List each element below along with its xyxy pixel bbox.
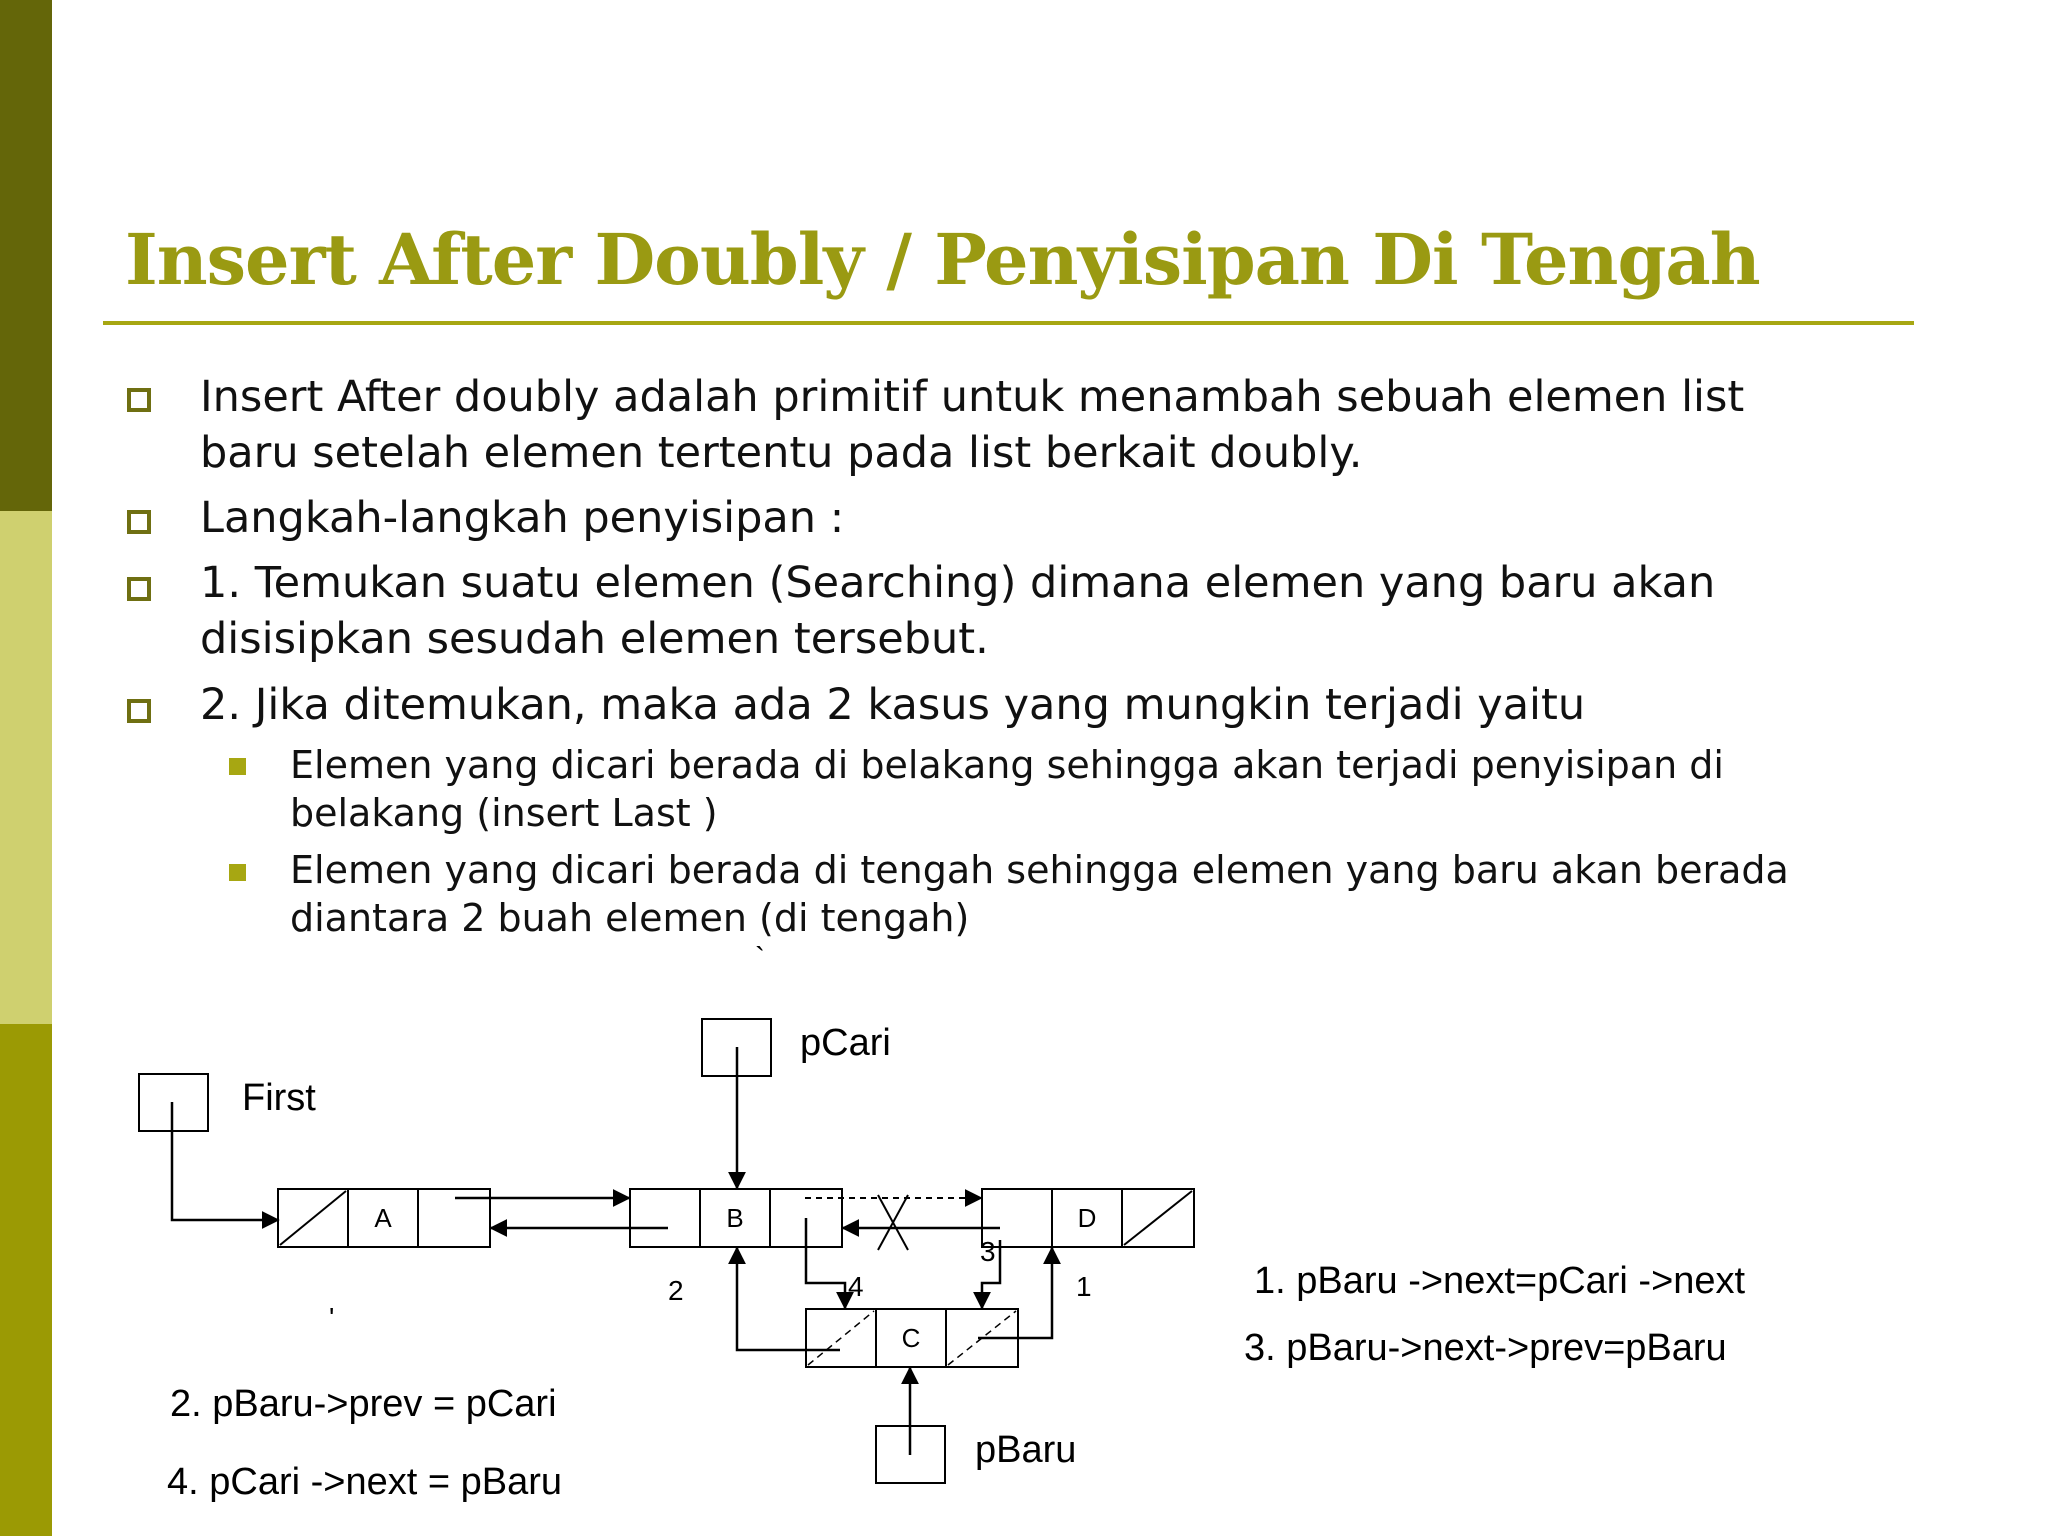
step-2-text: 2. pBaru->prev = pCari <box>170 1383 557 1425</box>
sub-bullet-text-line: Elemen yang dicari berada di tengah sehingga elemen yang baru akan berada <box>290 848 1789 892</box>
node-d-label: D <box>1077 1203 1097 1233</box>
step-number-2: 2 <box>668 1275 684 1306</box>
node-d-null-slash <box>1124 1191 1192 1245</box>
node-b-label: B <box>726 1203 744 1233</box>
removed-link-cross-icon <box>878 1195 908 1250</box>
pbaru-label: pBaru <box>975 1429 1077 1471</box>
node-d <box>982 1189 1194 1247</box>
node-a-label: A <box>374 1203 392 1233</box>
pcari-label: pCari <box>800 1022 891 1064</box>
node-c-prev-dashed-slash <box>808 1311 874 1365</box>
node-a-null-slash <box>280 1191 346 1245</box>
step-number-4: 4 <box>848 1271 864 1302</box>
step-3-text: 3. pBaru->next->prev=pBaru <box>1244 1327 1727 1369</box>
bullet-text-line: baru setelah elemen tertentu pada list berkait doubly. <box>200 428 1363 478</box>
bullet-text-line: Langkah-langkah penyisipan : <box>200 493 845 543</box>
step-number-1: 1 <box>1076 1271 1092 1302</box>
bullet-text-line: Insert After doubly adalah primitif untuk menambah sebuah elemen list <box>200 372 1745 422</box>
bullet-text-line: 2. Jika ditemukan, maka ada 2 kasus yang mungkin terjadi yaitu <box>200 680 1586 730</box>
first-pointer <box>139 1074 316 1220</box>
bullet-text-line: disisipkan sesudah elemen tersebut. <box>200 614 989 664</box>
step-1-text: 1. pBaru ->next=pCari ->next <box>1254 1260 1746 1302</box>
step4-b-next-to-c-arrow <box>806 1218 845 1308</box>
stray-tick-mark: ' <box>329 1302 335 1333</box>
first-to-a-arrow <box>172 1102 278 1220</box>
node-c-label: C <box>901 1323 921 1353</box>
first-label: First <box>242 1077 316 1119</box>
sub-bullet-text-line: belakang (insert Last ) <box>290 791 718 835</box>
slide-title: Insert After Doubly / Penyisipan Di Tengah <box>125 218 1760 301</box>
bullet-text-line: 1. Temukan suatu elemen (Searching) dimana elemen yang baru akan <box>200 558 1716 608</box>
first-pointer-box <box>139 1074 208 1131</box>
step-number-3: 3 <box>980 1236 996 1267</box>
pcari-pointer <box>702 1019 891 1188</box>
pbaru-pointer <box>876 1368 1076 1483</box>
sub-bullet-text-line: diantara 2 buah elemen (di tengah) <box>290 896 970 940</box>
sub-bullet-text-line: Elemen yang dicari berada di belakang sehingga akan terjadi penyisipan di <box>290 743 1724 787</box>
step2-c-prev-to-b-arrow <box>737 1248 840 1350</box>
step-4-text: 4. pCari ->next = pBaru <box>167 1461 562 1503</box>
stray-backtick-mark: ` <box>755 942 765 975</box>
